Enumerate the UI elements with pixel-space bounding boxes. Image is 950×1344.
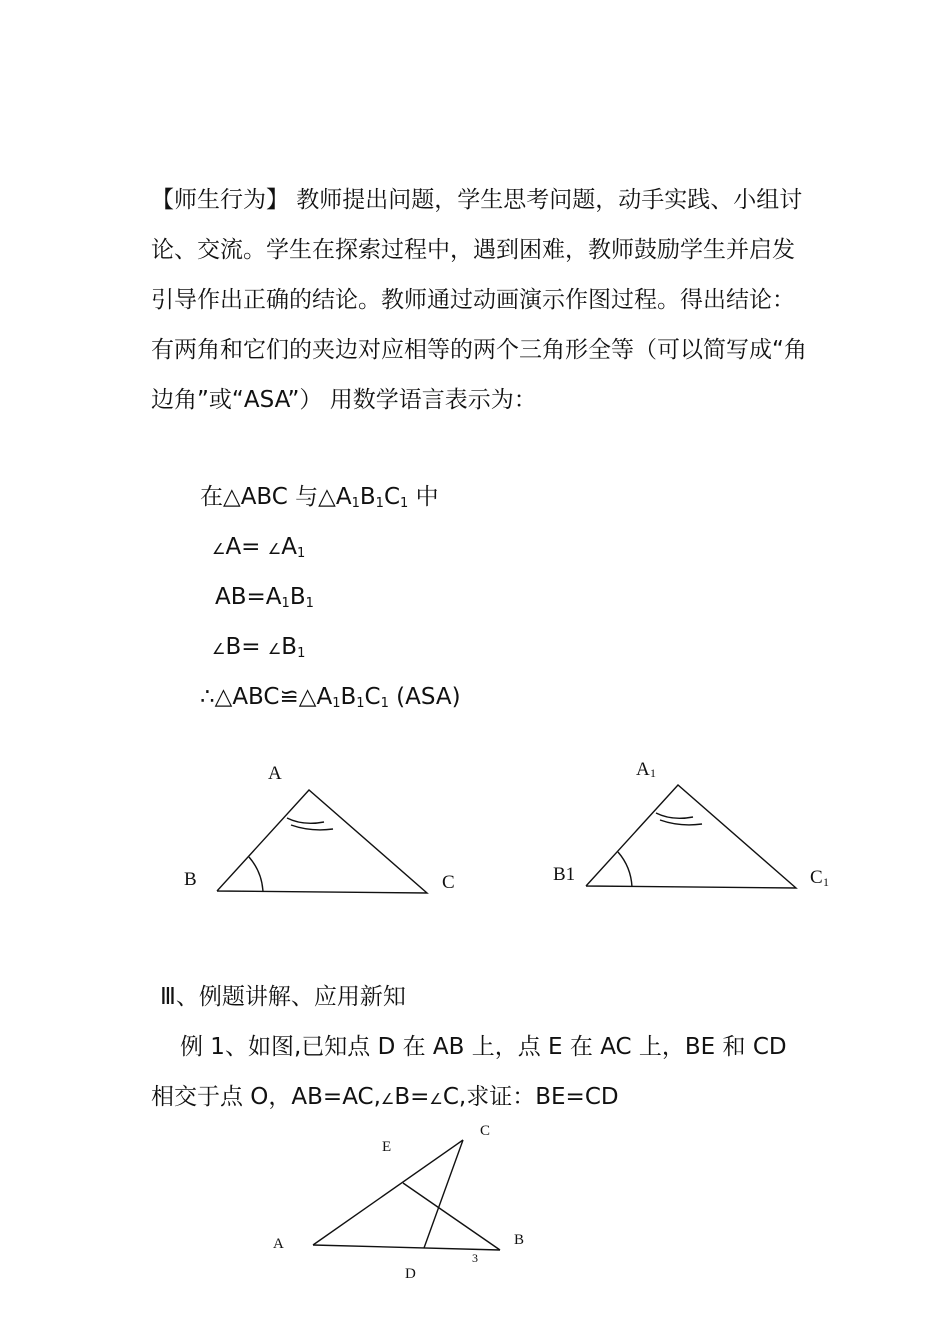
label-a: A bbox=[268, 763, 282, 784]
angle-a1-arc-1 bbox=[656, 813, 693, 818]
segment-ac bbox=[313, 1140, 463, 1245]
proof-text: B bbox=[340, 684, 357, 710]
label-c1-sub: 1 bbox=[823, 875, 829, 889]
segment-ab bbox=[313, 1245, 500, 1250]
label-a1: A bbox=[636, 759, 650, 780]
example-text: C,求证：BE=CD bbox=[442, 1084, 619, 1110]
segment-be bbox=[403, 1183, 500, 1250]
angle-a-arc-1 bbox=[287, 818, 324, 823]
angle-symbol: ∠ bbox=[212, 540, 226, 558]
label-ex-a: A bbox=[273, 1236, 284, 1252]
label-b: B bbox=[184, 869, 197, 890]
triangle-abc-sides bbox=[217, 790, 427, 893]
label-ex-d: D bbox=[405, 1266, 416, 1282]
label-ex-c: C bbox=[480, 1123, 491, 1139]
subscript: 1 bbox=[351, 496, 360, 511]
proof-text: B bbox=[281, 634, 298, 660]
angle-symbol: ∠ bbox=[212, 640, 226, 658]
angle-symbol: ∠ bbox=[267, 540, 282, 558]
subscript: 1 bbox=[281, 596, 290, 611]
example-figure bbox=[313, 1140, 500, 1250]
proof-text: A bbox=[281, 534, 297, 560]
example-text: B= bbox=[394, 1084, 430, 1110]
angle-symbol: ∠ bbox=[267, 640, 282, 658]
proof-text: B= bbox=[225, 634, 268, 660]
proof-text: 中 bbox=[415, 484, 439, 510]
proof-text: (ASA) bbox=[388, 684, 461, 710]
proof-text: 在△ABC 与△A bbox=[200, 484, 352, 510]
triangle-abc bbox=[217, 790, 427, 893]
example-line-1: 例 1、如图,已知点 D 在 AB 上，点 E 在 AC 上，BE 和 CD bbox=[180, 1034, 787, 1060]
proof-text: B bbox=[359, 484, 376, 510]
subscript: 1 bbox=[356, 696, 365, 711]
subscript: 1 bbox=[400, 496, 409, 511]
label-ex-b: B bbox=[514, 1232, 525, 1248]
example-line-2 bbox=[151, 1082, 619, 1114]
teacher-student-paragraph: 【师生行为】 教师提出问题，学生思考问题，动手实践、小组讨论、交流。学生在探索过程中，遇到困难，教师鼓励学生并启发引导作出正确的结论。教师通过动画演示作图过程。得出结论：有两角和它们的夹边对应相等的两个三角形全等（可以简写成“角边角”或“ASA”） 用数学语言表示为： bbox=[151, 187, 807, 413]
angle-b1-arc bbox=[618, 852, 632, 887]
example-text: 相交于点 O，AB=AC, bbox=[151, 1084, 381, 1110]
subscript: 1 bbox=[296, 546, 306, 561]
subscript: 1 bbox=[380, 696, 389, 711]
subscript: 1 bbox=[297, 646, 306, 661]
segment-cd bbox=[424, 1140, 463, 1248]
angle-symbol: ∠ bbox=[429, 1090, 443, 1108]
label-c1: C bbox=[810, 867, 823, 888]
label-b1: B1 bbox=[553, 864, 576, 885]
angle-a1-arc-2 bbox=[660, 820, 702, 825]
label-ex-e: E bbox=[382, 1139, 392, 1155]
angle-symbol: ∠ bbox=[380, 1090, 395, 1108]
label-ex-3: 3 bbox=[472, 1251, 478, 1265]
proof-text: AB=A bbox=[215, 584, 282, 610]
subscript: 1 bbox=[305, 596, 314, 611]
section-title: Ⅲ、例题讲解、应用新知 bbox=[160, 984, 406, 1010]
triangle-a1b1c1 bbox=[586, 785, 796, 888]
proof-text: A= bbox=[225, 534, 268, 560]
proof-text: ∴△ABC≌△A bbox=[200, 684, 333, 710]
subscript: 1 bbox=[332, 696, 341, 711]
proof-text: B bbox=[289, 584, 306, 610]
label-c: C bbox=[442, 872, 455, 893]
angle-b-arc bbox=[249, 857, 263, 892]
label-a1-sub: 1 bbox=[650, 766, 656, 780]
proof-text: C bbox=[383, 484, 400, 510]
angle-a-arc-2 bbox=[291, 825, 333, 830]
subscript: 1 bbox=[375, 496, 384, 511]
proof-text: C bbox=[364, 684, 381, 710]
triangle-a1b1c1-sides bbox=[586, 785, 796, 888]
